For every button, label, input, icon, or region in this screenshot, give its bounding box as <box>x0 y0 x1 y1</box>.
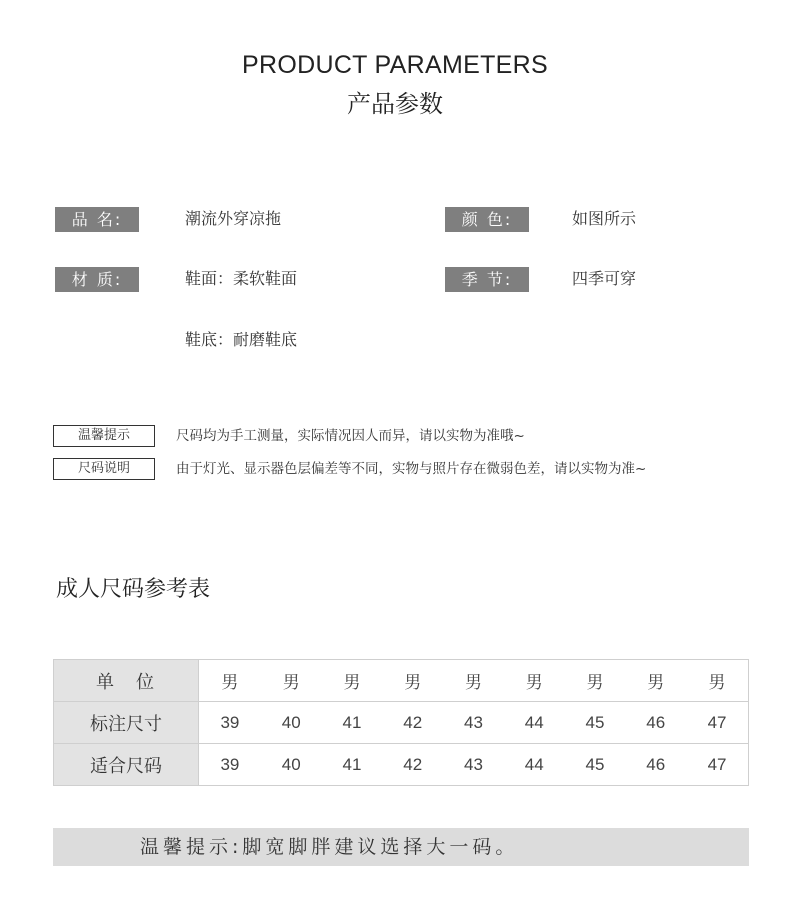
table-cell: 40 <box>261 744 322 786</box>
param-color-value: 如图所示 <box>572 209 637 228</box>
param-color-label: 颜 色: <box>445 207 529 232</box>
table-cell: 46 <box>625 744 686 786</box>
param-material-value-sole: 鞋底：耐磨鞋底 <box>185 330 298 349</box>
size-chart-title: 成人尺码参考表 <box>56 577 211 602</box>
tip-text: 尺码均为手工测量，实际情况因人而异，请以实物为准哦~ <box>176 428 525 444</box>
table-cell: 44 <box>504 744 565 786</box>
param-material-label: 材 质: <box>55 267 139 292</box>
table-cell: 41 <box>322 702 383 744</box>
table-cell: 男 <box>282 673 300 693</box>
table-cell: 男 <box>404 673 422 693</box>
footer-tip-text: 温馨提示:脚宽脚胖建议选择大一码。 <box>140 836 519 858</box>
table-cell: 45 <box>565 702 626 744</box>
param-season-label: 季 节: <box>445 267 529 292</box>
table-cell: 47 <box>686 702 748 744</box>
param-season-value: 四季可穿 <box>572 269 637 288</box>
table-row <box>54 660 749 702</box>
title-en: PRODUCT PARAMETERS <box>242 51 548 79</box>
table-cell: 男 <box>464 673 482 693</box>
table-cell: 41 <box>322 744 383 786</box>
row-header-unit: 单位 <box>54 660 199 702</box>
table-cell: 39 <box>199 744 261 786</box>
table-row <box>54 744 749 786</box>
table-cell: 男 <box>199 660 261 702</box>
table-cell: 40 <box>261 702 322 744</box>
table-cell: 男 <box>343 673 361 693</box>
param-name-label: 品 名: <box>55 207 139 232</box>
table-cell: 42 <box>382 744 443 786</box>
title-cn: 产品参数 <box>347 90 443 118</box>
footer-tip-bar <box>53 828 749 866</box>
table-cell: 男 <box>708 673 726 693</box>
table-cell: 39 <box>199 702 261 744</box>
param-material-value-upper: 鞋面：柔软鞋面 <box>185 269 298 288</box>
size-desc-label-box: 尺码说明 <box>53 458 155 480</box>
row-header-fit-size: 适合尺码 <box>54 744 199 786</box>
tip-label-box: 温馨提示 <box>53 425 155 447</box>
table-cell: 男 <box>586 673 604 693</box>
param-name-value: 潮流外穿凉拖 <box>185 209 282 228</box>
table-cell: 43 <box>443 744 504 786</box>
size-table <box>53 659 749 786</box>
table-cell: 男 <box>525 673 543 693</box>
table-cell: 44 <box>504 702 565 744</box>
table-cell: 46 <box>625 702 686 744</box>
table-cell: 47 <box>686 744 748 786</box>
table-cell: 43 <box>443 702 504 744</box>
row-header-label-size: 标注尺寸 <box>54 702 199 744</box>
table-cell: 男 <box>647 673 665 693</box>
table-cell: 42 <box>382 702 443 744</box>
table-cell: 45 <box>565 744 626 786</box>
table-row <box>54 702 749 744</box>
size-desc-text: 由于灯光、显示器色层偏差等不同，实物与照片存在微弱色差，请以实物为准~ <box>176 461 647 477</box>
